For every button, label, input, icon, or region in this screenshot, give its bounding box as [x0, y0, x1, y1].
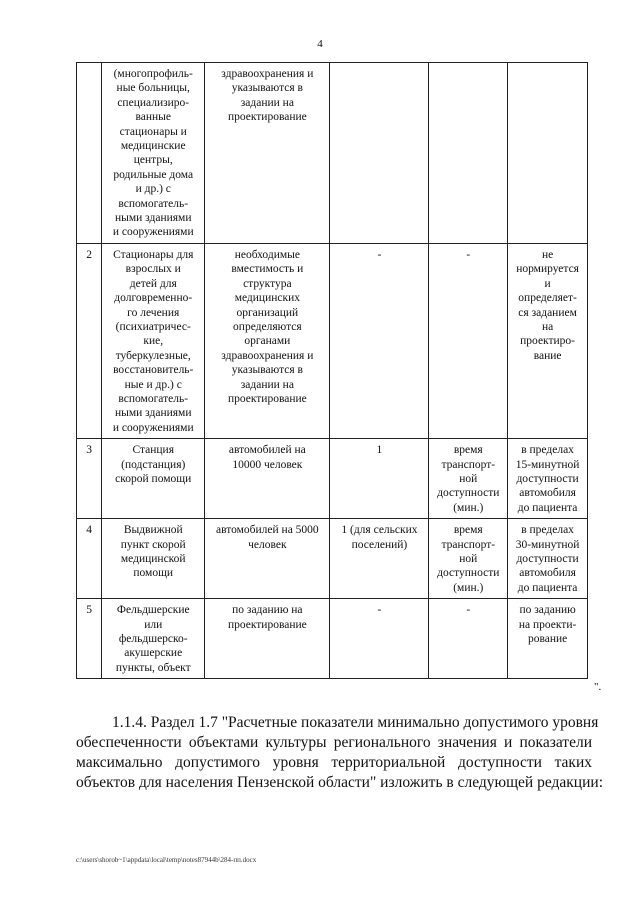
paragraph-line: максимально допустимого уровня территориальной доступности таких	[76, 754, 592, 771]
cell-line: не	[541, 248, 554, 261]
facilities-table	[76, 62, 588, 679]
cell-line: акушерские	[124, 647, 183, 660]
cell-line: человек	[248, 538, 287, 551]
cell-line: го лечения	[127, 306, 180, 319]
availability-cell	[508, 519, 588, 599]
row-number-cell	[77, 599, 102, 679]
facility-name-cell	[102, 63, 205, 244]
cell-line: (мин.)	[453, 501, 484, 514]
value-cell	[330, 63, 429, 244]
cell-line: 4	[86, 524, 92, 537]
cell-line: или	[144, 618, 163, 631]
indicator-type-cell	[429, 243, 508, 438]
cell-line: в пределах	[521, 524, 574, 537]
row-number-cell	[77, 439, 102, 519]
cell-line: долговременно-	[114, 292, 193, 305]
paragraph-line: объектов для населения Пензенской области" изложить в следующей редакции:	[76, 774, 603, 791]
section-paragraph	[76, 713, 603, 793]
cell-line: ванные	[135, 111, 171, 124]
table-row	[77, 519, 588, 599]
cell-line: -	[466, 604, 471, 617]
cell-line: Стационары для	[113, 248, 194, 261]
footer-file-path: c:\users\shorob~1\appdata\local\temp\notes87944b\284-пп.docx	[76, 856, 257, 864]
row-number-cell	[77, 243, 102, 438]
table-row	[77, 243, 588, 438]
cell-line: транспорт-	[441, 538, 496, 551]
cell-line: ные больницы,	[116, 82, 190, 95]
availability-cell	[508, 63, 588, 244]
cell-line: здравоохранения и	[221, 68, 314, 80]
cell-line: определяются	[233, 320, 302, 333]
cell-line: ной	[459, 472, 478, 485]
cell-line: проектиро-	[520, 335, 576, 348]
cell-line: медицинские	[120, 140, 186, 153]
cell-line: ные и др.) с	[124, 378, 182, 391]
cell-line: органами	[244, 335, 291, 348]
value-cell	[330, 439, 429, 519]
cell-line: проектирование	[227, 111, 307, 124]
indicator-type-cell	[429, 439, 508, 519]
cell-line: 15-минутной	[515, 458, 580, 471]
cell-line: ными зданиями	[114, 407, 192, 420]
facility-name-cell	[102, 519, 205, 599]
cell-line: время	[453, 524, 483, 537]
cell-line: проектирование	[227, 618, 307, 631]
value-cell	[330, 519, 429, 599]
cell-line: (психиатричес-	[115, 320, 191, 333]
paragraph-line: 1.1.4. Раздел 1.7 "Расчетные показатели минимально допустимого уровня	[112, 714, 599, 731]
cell-line: туберкулезные,	[115, 349, 191, 362]
table-row	[77, 63, 588, 244]
cell-line: вспомогатель-	[118, 392, 189, 405]
cell-line: 30-минутной	[515, 538, 580, 551]
cell-line: и	[544, 277, 551, 290]
note-cell	[205, 243, 330, 438]
cell-line: (многопрофиль-	[113, 68, 193, 80]
cell-line: и сооружениями	[112, 226, 194, 239]
cell-line: фельдшерско-	[118, 633, 188, 646]
cell-line: 2	[86, 248, 92, 261]
cell-line: автомобилей на 5000	[215, 524, 319, 537]
cell-line: кие,	[143, 335, 164, 348]
cell-line: пункт скорой	[120, 538, 186, 551]
cell-line: медицинских	[234, 292, 300, 305]
cell-line: скорой помощи	[115, 472, 192, 485]
cell-line: доступности	[516, 553, 579, 565]
indicator-type-cell	[429, 63, 508, 244]
cell-line: задании на	[240, 96, 294, 109]
note-cell	[205, 439, 330, 519]
cell-line: ной	[459, 553, 478, 565]
cell-line: пункты, объект	[115, 661, 191, 674]
cell-line: -	[377, 248, 382, 261]
cell-line: до пациента	[517, 501, 578, 514]
cell-line: указываются в	[231, 364, 303, 377]
indicator-type-cell	[429, 599, 508, 679]
cell-line: здравоохранения и	[221, 349, 314, 362]
cell-line: -	[377, 604, 382, 617]
cell-line: ся заданием	[518, 306, 577, 319]
cell-line: восстановитель-	[113, 364, 194, 377]
cell-line: и др.) с	[135, 183, 171, 196]
availability-cell	[508, 439, 588, 519]
cell-line: доступности	[437, 567, 500, 580]
cell-line: Станция	[132, 444, 174, 457]
cell-line: родильные дома	[113, 168, 194, 181]
cell-line: автомобилей на	[228, 444, 306, 457]
table-row	[77, 439, 588, 519]
cell-line: доступности	[516, 472, 579, 485]
cell-line: структура	[243, 277, 292, 290]
cell-line: специализиро-	[117, 96, 190, 109]
cell-line: детей для	[129, 277, 177, 290]
paragraph-line: обеспеченности объектами культуры регионального значения и показатели	[76, 734, 592, 751]
cell-line: на проекти-	[518, 618, 577, 631]
note-cell	[205, 599, 330, 679]
cell-line: 5	[86, 604, 92, 617]
cell-line: вместимость и	[231, 263, 304, 276]
closing-quote: ".	[594, 681, 602, 693]
row-number-cell	[77, 519, 102, 599]
facility-name-cell	[102, 243, 205, 438]
cell-line: указываются в	[231, 82, 303, 95]
cell-line: Фельдшерские	[116, 604, 190, 617]
page-number: 4	[317, 38, 323, 50]
cell-line: задании на	[240, 378, 294, 391]
cell-line: вспомогатель-	[118, 197, 189, 210]
cell-line: определяет-	[518, 292, 577, 305]
cell-line: автомобиля	[519, 487, 576, 500]
cell-line: необходимые	[234, 248, 300, 261]
cell-line: помощи	[133, 567, 174, 580]
availability-cell	[508, 599, 588, 679]
cell-line: автомобиля	[519, 567, 576, 580]
table-body	[77, 63, 588, 679]
cell-line: -	[466, 248, 471, 261]
note-cell	[205, 63, 330, 244]
cell-line: вание	[533, 349, 562, 362]
cell-line: стационары и	[119, 125, 187, 138]
cell-line: центры,	[133, 154, 173, 167]
facility-name-cell	[102, 599, 205, 679]
cell-line: транспорт-	[441, 458, 496, 471]
cell-line: медицинской	[120, 553, 186, 565]
cell-line: по заданию на	[232, 604, 303, 617]
cell-line: поселений)	[351, 538, 408, 551]
cell-line: проектирование	[227, 392, 307, 405]
cell-line: время	[453, 444, 483, 457]
cell-line: (мин.)	[453, 581, 484, 594]
note-cell	[205, 519, 330, 599]
cell-line: взрослых и	[125, 263, 181, 276]
cell-line: в пределах	[521, 444, 574, 457]
facility-name-cell	[102, 439, 205, 519]
cell-line: нормируется	[516, 263, 579, 276]
availability-cell	[508, 243, 588, 438]
cell-line: 3	[86, 444, 92, 457]
cell-line: (подстанция)	[121, 458, 186, 471]
cell-line: на	[541, 320, 554, 333]
table-row	[77, 599, 588, 679]
cell-line: и сооружениями	[112, 421, 194, 434]
cell-line: 1 (для сельских	[341, 524, 418, 537]
indicator-type-cell	[429, 519, 508, 599]
cell-line: рование	[527, 633, 568, 646]
value-cell	[330, 243, 429, 438]
row-number-cell	[77, 63, 102, 244]
cell-line: Выдвижной	[123, 524, 183, 537]
cell-line: 1	[376, 444, 383, 457]
cell-line: до пациента	[517, 581, 578, 594]
cell-line: ными зданиями	[114, 212, 192, 225]
cell-line: организаций	[236, 306, 299, 319]
cell-line: по заданию	[519, 604, 576, 617]
value-cell	[330, 599, 429, 679]
cell-line: доступности	[437, 487, 500, 500]
cell-line: 10000 человек	[232, 458, 303, 471]
